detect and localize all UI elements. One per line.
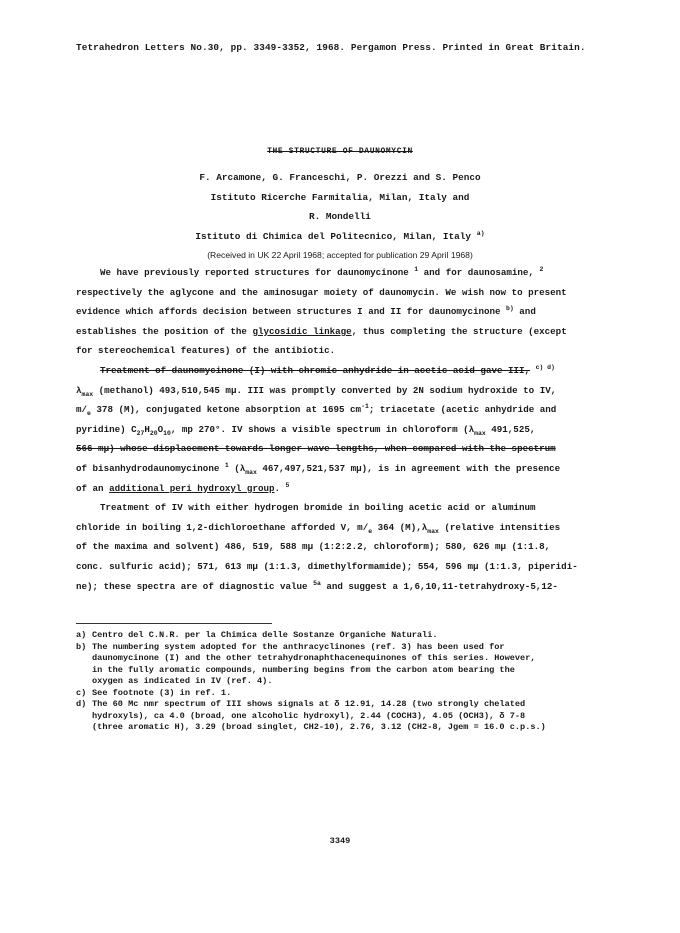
body-line: conc. sulfuric acid); 571, 613 mμ (1:1.3, dimethylformamide); 554, 596 mμ (1:1.3, piperidi- <box>76 560 578 572</box>
body-line: of an additional peri hydroxyl group. $^5$ <box>76 481 290 494</box>
footnote-d: d) The 60 Mc nmr spectrum of III shows signals at δ 12.91, 14.28 (two strongly chelated hydroxyls), ca 4.0 (broad, one alcoholic hydroxyl), 2.44 (COCH3), 4.05 (OCH3), δ 7-8 (three aromatic H), 3.29 (broad singlet, CH2-10), 2.76, 3.12 (CH2-8, Jgem = 16.0 c.p.s.) <box>76 699 546 732</box>
footnote-c: c) See footnote (3) in ref. 1. <box>76 687 232 698</box>
body-line: for stereochemical features) of the antibiotic. <box>76 345 336 357</box>
body-line: of bisanhydrodaunomycinone $^1$ ($\lambda_{max}$ 467,497,521,537 mμ), is in agreement with the presence <box>76 461 561 476</box>
body-line: evidence which affords decision between structures I and II for daunomycinone $^{b)}$ and <box>76 305 536 318</box>
author-block <box>0 172 680 250</box>
footnote-a: a) Centro del C.N.R. per la Chimica delle Sostanze Organiche Naturali. <box>76 630 438 640</box>
body-line: establishes the position of the glycosidic linkage, thus completing the structure (except <box>76 325 567 337</box>
page-number: 3349 <box>329 836 351 846</box>
footnotes <box>76 630 636 734</box>
body-line: chloride in boiling 1,2-dichloroethane afforded V, $m/_e$ 364 $(M),\lambda_{max}$ (relative intensities <box>76 521 561 535</box>
body-line: ne); these spectra are of diagnostic value $^{5a}$ and suggest a 1,6,10,11-tetrahydroxy-5,12- <box>76 579 558 592</box>
received-date: (Received in UK 22 April 1968; accepted for publication 29 April 1968) <box>207 250 473 260</box>
body-line: We have previously reported structures for daunomycinone $^1$ and for daunosamine, $^2$ <box>100 265 544 278</box>
body-line: $\lambda_{max}$ (methanol) 493,510,545 mμ. III was promptly converted by 2N sodium hydroxide to IV, <box>76 384 557 398</box>
affiliation-2: Istituto di Chimica del Politecnico, Milan, Italy $^{a)}$ <box>195 229 485 242</box>
affiliation-1: Istituto Ricerche Farmitalia, Milan, Italy and <box>210 191 470 203</box>
body-line: Treatment of daunomycinone (I) with chromic anhydride in acetic acid gave III, $^{c) d)}$ <box>100 363 555 376</box>
body-line: respectively the aglycone and the aminosugar moiety of daunomycin. We wish now to present <box>76 286 567 298</box>
article-body <box>76 267 616 600</box>
body-line: 566 mμ) whose displacement towards longer wave lengths, when compared with the spectrum <box>76 443 556 455</box>
body-line: pyridine) $C_{27}H_{20}O_{10}$, mp 270°. IV shows a visible spectrum in chloroform ($\lambda_{max}$ 491,525, <box>76 423 536 437</box>
body-line: of the maxima and solvent) 486, 519, 588 mμ (1:2:2.2, chloroform); 580, 626 mμ (1:1.8, <box>76 541 551 553</box>
footnote-ref-a: a) <box>476 229 485 237</box>
author-names: F. Arcamone, G. Franceschi, P. Orezzi and S. Penco <box>199 172 481 183</box>
footnote-divider <box>76 623 272 624</box>
journal-header: Tetrahedron Letters No.30, pp. 3349-3352, 1968. Pergamon Press. Printed in Great Britain. <box>76 42 586 53</box>
footnote-b: b) The numbering system adopted for the anthracyclinones (ref. 3) has been used for daunomycinone (I) and the other tetrahydronaphthacenequinones of this series. However, in the fully aromatic compounds, numbering begins from the carbon atom bearing the oxygen as indicated in IV (ref. 4). <box>76 641 536 686</box>
body-line: $m/_e$ 378 (M), conjugated ketone absorption at 1695 $cm^{-1}$; triacetate (acetic anhydride and <box>76 403 557 417</box>
body-line: Treatment of IV with either hydrogen bromide in boiling acetic acid or aluminum <box>100 502 536 514</box>
article-title: THE STRUCTURE OF DAUNOMYCIN <box>267 147 413 156</box>
author-name-2: R. Mondelli <box>309 211 371 222</box>
